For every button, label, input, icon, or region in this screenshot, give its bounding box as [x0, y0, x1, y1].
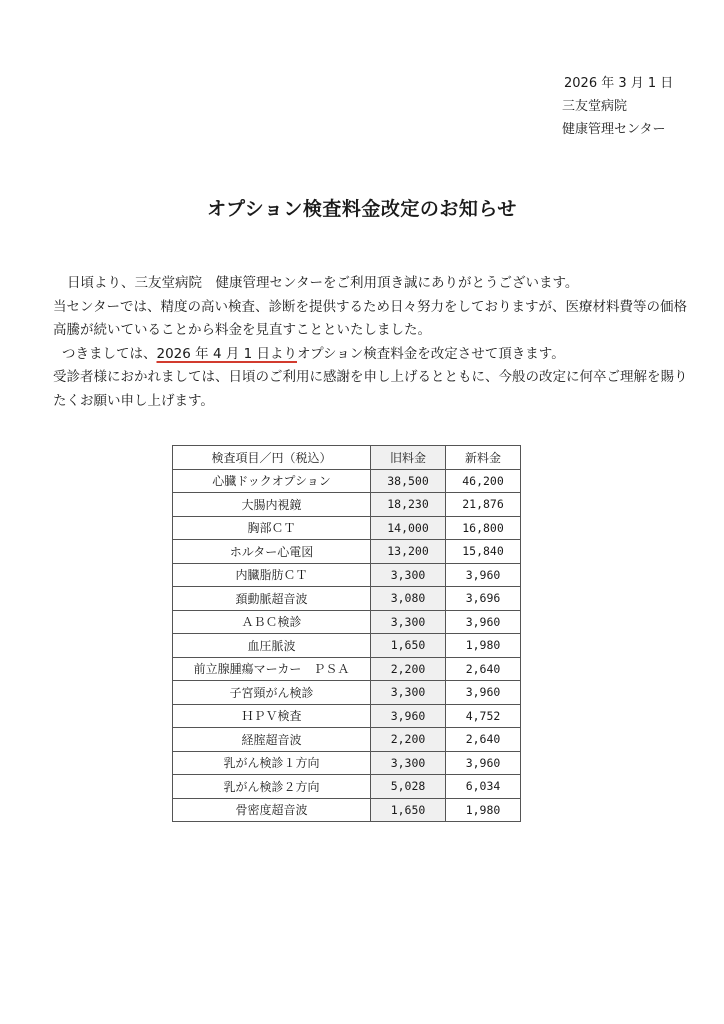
- new-price: 4,752: [446, 704, 521, 728]
- body-line-6: たくお願い申し上げます。: [53, 392, 214, 409]
- table-row: [173, 657, 521, 681]
- old-price: 13,200: [371, 540, 446, 564]
- body-line-5: 受診者様におかれましては、日頃のご利用に感謝を申し上げるとともに、今般の改定に何卒ご理解を賜り: [53, 369, 688, 386]
- old-price: 3,300: [371, 610, 446, 634]
- new-price: 3,960: [446, 681, 521, 705]
- item-name: 内臓脂肪ＣＴ: [173, 563, 371, 587]
- old-price: 2,200: [371, 728, 446, 752]
- new-price: 21,876: [446, 493, 521, 517]
- table-row: [173, 751, 521, 775]
- old-price: 3,960: [371, 704, 446, 728]
- table-row: [173, 540, 521, 564]
- table-row: [173, 493, 521, 517]
- new-price: 3,960: [446, 563, 521, 587]
- old-price: 2,200: [371, 657, 446, 681]
- price-table-body: [173, 469, 521, 822]
- hospital-name: 三友堂病院: [562, 99, 628, 114]
- table-row: [173, 634, 521, 658]
- item-name: 心臓ドックオプション: [173, 469, 371, 493]
- item-name: 子宮頸がん検診: [173, 681, 371, 705]
- item-name: 骨密度超音波: [173, 798, 371, 822]
- body-line-4: [53, 343, 673, 367]
- issue-date: 2026 年 3 月 1 日: [564, 76, 674, 91]
- table-row: [173, 775, 521, 799]
- notice-title: オプション検査料金改定のお知らせ: [207, 198, 517, 220]
- price-table: [172, 445, 521, 822]
- new-price: 15,840: [446, 540, 521, 564]
- new-price: 1,980: [446, 798, 521, 822]
- table-row: [173, 516, 521, 540]
- old-price: 5,028: [371, 775, 446, 799]
- table-row: [173, 587, 521, 611]
- item-name: ＨＰＶ検査: [173, 704, 371, 728]
- item-name: 乳がん検診２方向: [173, 775, 371, 799]
- new-price: 2,640: [446, 657, 521, 681]
- old-price: 3,300: [371, 751, 446, 775]
- new-price: 3,696: [446, 587, 521, 611]
- old-price: 3,080: [371, 587, 446, 611]
- department-name: 健康管理センター: [562, 122, 666, 137]
- header-item: 検査項目／円（税込）: [173, 446, 371, 470]
- item-name: 経腟超音波: [173, 728, 371, 752]
- new-price: 3,960: [446, 751, 521, 775]
- table-row: [173, 563, 521, 587]
- old-price: 3,300: [371, 681, 446, 705]
- new-price: 16,800: [446, 516, 521, 540]
- item-name: 乳がん検診１方向: [173, 751, 371, 775]
- new-price: 46,200: [446, 469, 521, 493]
- new-price: 1,980: [446, 634, 521, 658]
- old-price: 1,650: [371, 798, 446, 822]
- body-line-1: 日頃より、三友堂病院 健康管理センターをご利用頂き誠にありがとうございます。: [67, 275, 579, 291]
- header-old-price: 旧料金: [371, 446, 446, 470]
- item-name: 血圧脈波: [173, 634, 371, 658]
- table-row: [173, 469, 521, 493]
- item-name: 前立腺腫瘍マーカー ＰＳＡ: [173, 657, 371, 681]
- table-row: [173, 728, 521, 752]
- item-name: ＡＢＣ検診: [173, 610, 371, 634]
- old-price: 1,650: [371, 634, 446, 658]
- new-price: 3,960: [446, 610, 521, 634]
- notice-body: [53, 272, 688, 414]
- item-name: 大腸内視鏡: [173, 493, 371, 517]
- old-price: 18,230: [371, 493, 446, 517]
- body-line-2: 当センターでは、精度の高い検査、診断を提供するため日々努力をしておりますが、医療材料費等の価格: [53, 298, 687, 315]
- table-row: [173, 610, 521, 634]
- old-price: 38,500: [371, 469, 446, 493]
- new-price: 2,640: [446, 728, 521, 752]
- table-row: [173, 798, 521, 822]
- body-line-4-post: オプション検査料金を改定させて頂きます。: [297, 345, 565, 362]
- letter-header: [562, 72, 673, 141]
- table-row: [173, 704, 521, 728]
- effective-date: 2026 年 4 月 1 日より: [156, 345, 297, 362]
- old-price: 14,000: [371, 516, 446, 540]
- item-name: 胸部ＣＴ: [173, 516, 371, 540]
- table-row: [173, 681, 521, 705]
- new-price: 6,034: [446, 775, 521, 799]
- header-new-price: 新料金: [446, 446, 521, 470]
- body-line-3: 高騰が続いていることから料金を見直すことといたしました。: [53, 322, 431, 339]
- table-header-row: [173, 446, 521, 470]
- item-name: 頚動脈超音波: [173, 587, 371, 611]
- old-price: 3,300: [371, 563, 446, 587]
- body-line-4-pre: つきましては、: [62, 345, 157, 362]
- item-name: ホルター心電図: [173, 540, 371, 564]
